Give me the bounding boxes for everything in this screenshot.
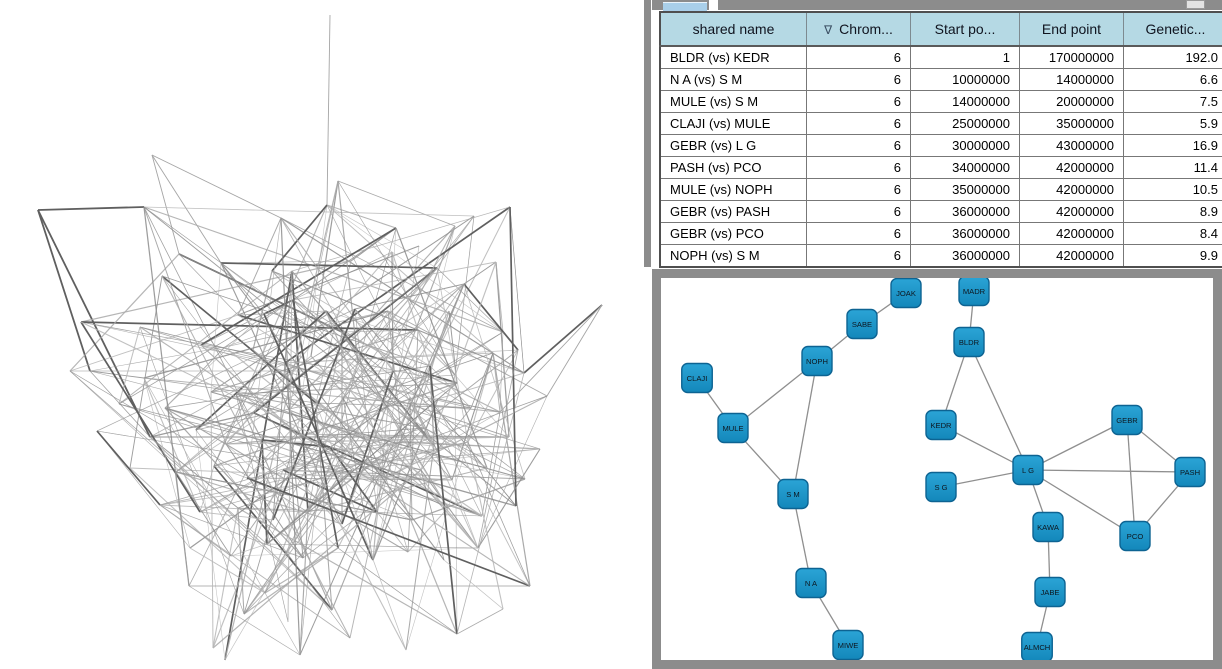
- table-row[interactable]: [660, 179, 1222, 201]
- network-node-JABE[interactable]: [1035, 578, 1065, 607]
- network-edge: [144, 207, 474, 216]
- network-edge: [38, 210, 90, 371]
- cell-value[interactable]: 10000000: [911, 69, 1020, 91]
- column-header-1[interactable]: ∇ Chrom...: [807, 12, 911, 46]
- network-node-CLAJI[interactable]: [682, 364, 713, 393]
- cell-shared-name[interactable]: PASH (vs) PCO: [660, 157, 807, 179]
- cell-value[interactable]: 6: [807, 69, 911, 91]
- cell-shared-name[interactable]: GEBR (vs) PCO: [660, 223, 807, 245]
- cell-value[interactable]: 35000000: [911, 179, 1020, 201]
- network-node-S-G[interactable]: [926, 473, 956, 502]
- cell-value[interactable]: 16.9: [1124, 135, 1222, 157]
- panel-divider: [644, 0, 651, 267]
- table-row[interactable]: [660, 245, 1222, 268]
- table-row[interactable]: [660, 135, 1222, 157]
- cell-shared-name[interactable]: NOPH (vs) S M: [660, 245, 807, 268]
- cell-value[interactable]: 6: [807, 223, 911, 245]
- cell-value[interactable]: 7.5: [1124, 91, 1222, 113]
- node-label: JABE: [1040, 588, 1060, 597]
- cell-value[interactable]: 6: [807, 113, 911, 135]
- network-node-NOPH[interactable]: [802, 347, 832, 376]
- network-edge: [524, 305, 602, 373]
- table-row[interactable]: [660, 113, 1222, 135]
- network-node-S-M[interactable]: [778, 480, 808, 509]
- table-row[interactable]: [660, 91, 1222, 113]
- cell-value[interactable]: 42000000: [1020, 157, 1124, 179]
- network-edge: [327, 15, 330, 205]
- network-edge: [165, 314, 264, 408]
- node-label: NOPH: [806, 357, 828, 366]
- network-edge: [464, 284, 525, 479]
- detail-network-panel: [652, 269, 1222, 669]
- cell-value[interactable]: 10.5: [1124, 179, 1222, 201]
- cell-shared-name[interactable]: GEBR (vs) PASH: [660, 201, 807, 223]
- node-label: MIWE: [837, 641, 859, 650]
- column-header-3[interactable]: End point: [1020, 12, 1124, 46]
- node-label: N A: [804, 579, 818, 588]
- cell-value[interactable]: 6: [807, 46, 911, 69]
- cell-value[interactable]: 20000000: [1020, 91, 1124, 113]
- cell-value[interactable]: 30000000: [911, 135, 1020, 157]
- panel-tab-fragment[interactable]: [663, 2, 707, 11]
- network-node-GEBR[interactable]: [1112, 406, 1142, 435]
- network-node-PCO[interactable]: [1120, 522, 1150, 551]
- network-edge: [969, 342, 1028, 470]
- network-edge: [500, 305, 602, 412]
- column-header-0[interactable]: shared name: [660, 12, 807, 46]
- network-node-JOAK[interactable]: [891, 279, 921, 308]
- network-edge: [38, 207, 144, 210]
- network-edge: [1127, 420, 1135, 536]
- cell-value[interactable]: 11.4: [1124, 157, 1222, 179]
- network-edge: [388, 311, 449, 406]
- network-edge: [189, 586, 300, 655]
- node-label: KAWA: [1037, 523, 1059, 532]
- cell-value[interactable]: 6: [807, 245, 911, 268]
- node-label: PASH: [1179, 468, 1201, 477]
- cell-value[interactable]: 8.9: [1124, 201, 1222, 223]
- cell-value[interactable]: 192.0: [1124, 46, 1222, 69]
- network-edge: [496, 262, 503, 332]
- cell-value[interactable]: 170000000: [1020, 46, 1124, 69]
- network-edge: [510, 207, 516, 506]
- network-view-detail[interactable]: [661, 278, 1213, 660]
- network-edge: [267, 544, 478, 548]
- cell-value[interactable]: 43000000: [1020, 135, 1124, 157]
- network-edge: [1028, 470, 1190, 472]
- node-label: JOAK: [896, 289, 916, 298]
- cell-value[interactable]: 34000000: [911, 157, 1020, 179]
- node-label: BLDR: [958, 338, 980, 347]
- cell-value[interactable]: 6: [807, 91, 911, 113]
- network-node-PASH[interactable]: [1175, 458, 1205, 487]
- column-header-2[interactable]: Start po...: [911, 12, 1020, 46]
- edge-attribute-table-panel: [659, 11, 1218, 268]
- scrollbar-button[interactable]: [1186, 0, 1205, 9]
- network-edge: [144, 378, 300, 655]
- node-label: KEDR: [930, 421, 952, 430]
- network-node-KEDR[interactable]: [926, 411, 956, 440]
- cell-shared-name[interactable]: BLDR (vs) KEDR: [660, 46, 807, 69]
- cell-value[interactable]: 6: [807, 135, 911, 157]
- node-label: SABE: [851, 320, 873, 329]
- cell-value[interactable]: 42000000: [1020, 201, 1124, 223]
- table-header-row: [660, 12, 1222, 46]
- network-node-N-A[interactable]: [796, 569, 826, 598]
- network-edge: [793, 361, 817, 494]
- cell-value[interactable]: 6: [807, 157, 911, 179]
- cell-value[interactable]: 35000000: [1020, 113, 1124, 135]
- cell-value[interactable]: 36000000: [911, 223, 1020, 245]
- node-label: PCO: [1126, 532, 1144, 541]
- top-chrome-strip: [652, 0, 1222, 10]
- network-edge: [338, 181, 455, 226]
- cell-value[interactable]: 8.4: [1124, 223, 1222, 245]
- table-row[interactable]: [660, 157, 1222, 179]
- cell-shared-name[interactable]: CLAJI (vs) MULE: [660, 113, 807, 135]
- cell-value[interactable]: 14000000: [911, 91, 1020, 113]
- edge-table: [659, 11, 1222, 268]
- cell-shared-name[interactable]: MULE (vs) NOPH: [660, 179, 807, 201]
- network-node-BLDR[interactable]: [954, 328, 984, 357]
- column-header-4[interactable]: Genetic...: [1124, 12, 1222, 46]
- cell-value[interactable]: 6: [807, 179, 911, 201]
- table-row[interactable]: [660, 69, 1222, 91]
- cell-value[interactable]: 14000000: [1020, 69, 1124, 91]
- cell-value[interactable]: 42000000: [1020, 179, 1124, 201]
- node-label: L G: [1022, 466, 1034, 475]
- cell-value[interactable]: 9.9: [1124, 245, 1222, 268]
- network-edge: [547, 305, 602, 396]
- network-node-KAWA[interactable]: [1033, 513, 1063, 542]
- table-row[interactable]: [660, 46, 1222, 69]
- node-label: MADR: [962, 287, 986, 296]
- cell-value[interactable]: 42000000: [1020, 245, 1124, 268]
- network-edge: [388, 311, 547, 396]
- network-edge: [160, 505, 350, 638]
- network-node-SABE[interactable]: [847, 310, 877, 339]
- cell-value[interactable]: 6: [807, 201, 911, 223]
- cell-value[interactable]: 42000000: [1020, 223, 1124, 245]
- network-node-L-G[interactable]: [1013, 456, 1043, 485]
- cell-shared-name[interactable]: N A (vs) S M: [660, 69, 807, 91]
- network-node-ALMCH[interactable]: [1022, 633, 1053, 661]
- cell-value[interactable]: 1: [911, 46, 1020, 69]
- cell-value[interactable]: 6.6: [1124, 69, 1222, 91]
- node-label: MULE: [722, 424, 744, 433]
- network-edge: [406, 442, 468, 650]
- network-edge: [152, 155, 179, 254]
- table-row[interactable]: [660, 223, 1222, 245]
- network-edge: [457, 609, 503, 634]
- node-label: CLAJI: [686, 374, 708, 383]
- cell-value[interactable]: 25000000: [911, 113, 1020, 135]
- filter-icon[interactable]: ∇: [824, 23, 833, 37]
- cell-value[interactable]: 5.9: [1124, 113, 1222, 135]
- cell-value[interactable]: 36000000: [911, 201, 1020, 223]
- strip-notch: [709, 0, 718, 10]
- network-edge: [388, 332, 503, 406]
- node-label: ALMCH: [1023, 643, 1051, 652]
- cell-shared-name[interactable]: GEBR (vs) L G: [660, 135, 807, 157]
- node-label: S M: [786, 490, 800, 499]
- table-row[interactable]: [660, 201, 1222, 223]
- network-edge: [211, 392, 213, 648]
- network-edge: [70, 254, 179, 371]
- network-edge: [196, 430, 225, 660]
- cell-value[interactable]: 36000000: [911, 245, 1020, 268]
- node-label: S G: [934, 483, 948, 492]
- network-node-MIWE[interactable]: [833, 631, 863, 660]
- cell-shared-name[interactable]: MULE (vs) S M: [660, 91, 807, 113]
- network-node-MADR[interactable]: [959, 278, 989, 306]
- node-label: GEBR: [1116, 416, 1138, 425]
- network-node-MULE[interactable]: [718, 414, 748, 443]
